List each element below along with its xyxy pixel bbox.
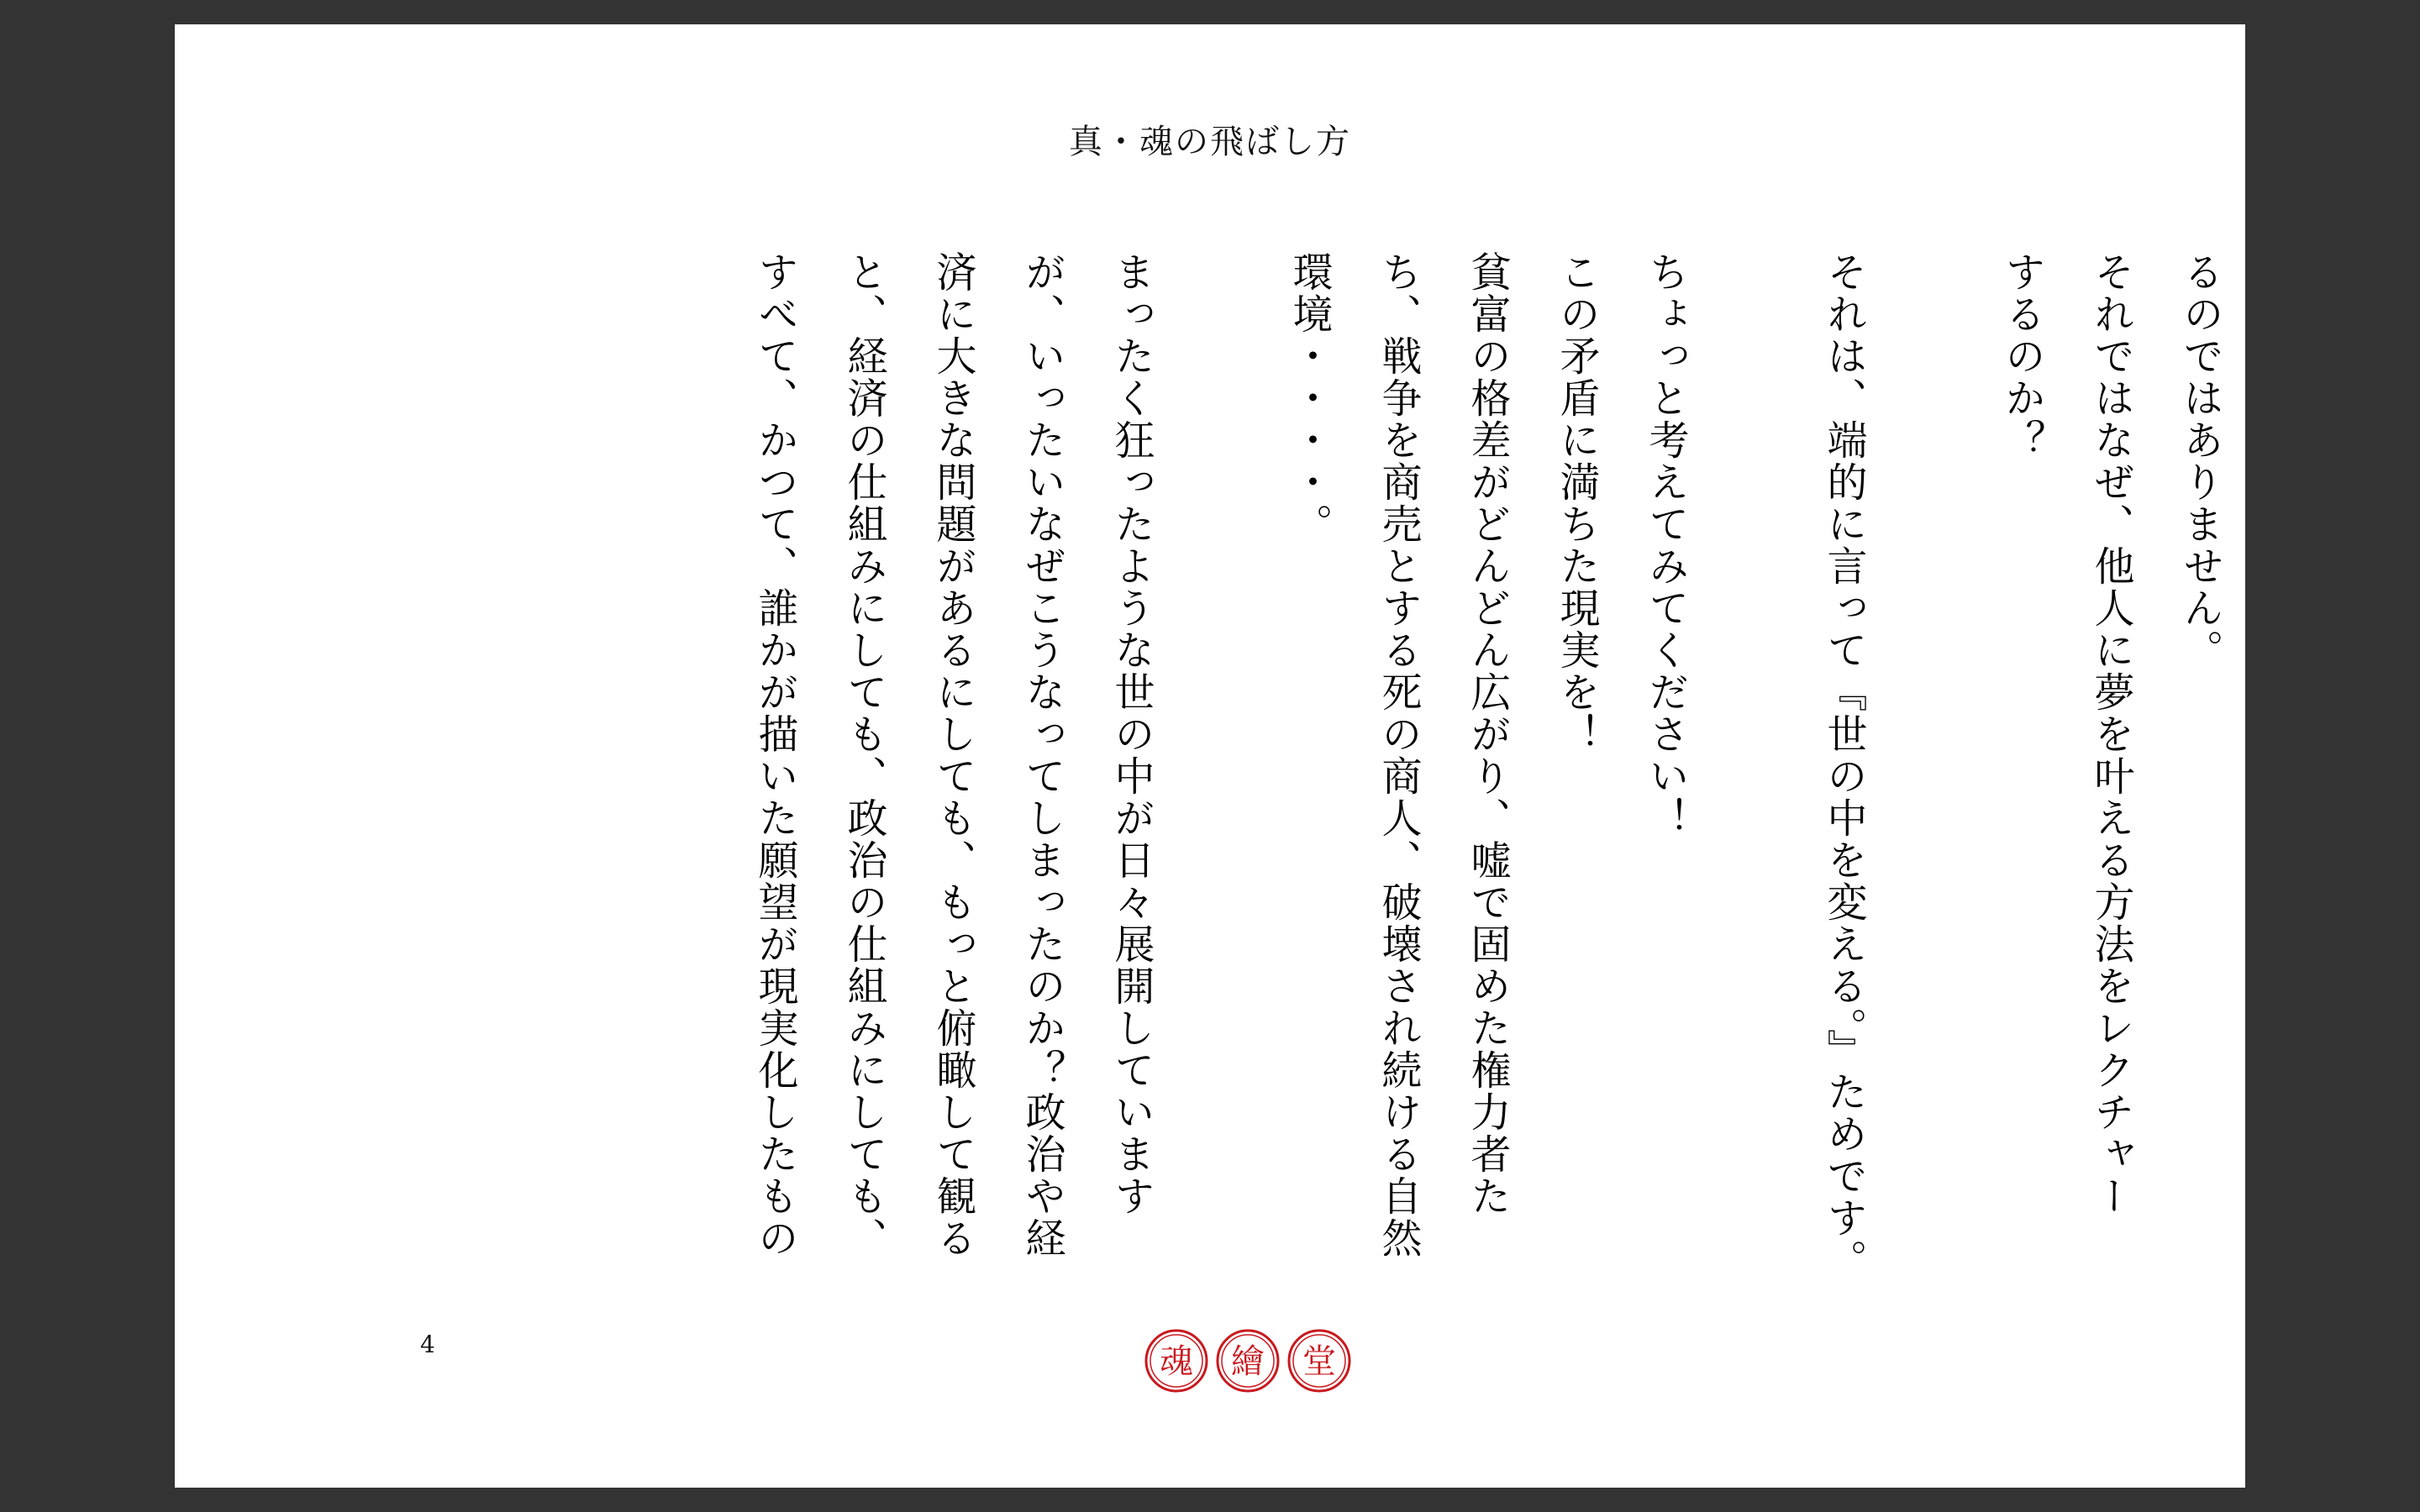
- seal-char: 繪: [1231, 1342, 1265, 1381]
- seal-circle-2: [1218, 1331, 1278, 1391]
- text-line: すべて、かつて、誰かが描いた願望が現実化したもの: [751, 251, 798, 1259]
- seal-char: 堂: [1302, 1342, 1336, 1381]
- page-number: 4: [420, 1331, 435, 1358]
- publisher-seal-icon: [1143, 1325, 1353, 1397]
- text-line: するのか？: [1998, 251, 2045, 461]
- text-line: が、いったいなぜこうなってしまったのか？政治や経: [1018, 251, 1065, 1259]
- text-line: [1907, 251, 1958, 1310]
- seal-circle-3: [1289, 1331, 1349, 1391]
- text-line: それではなぜ、他人に夢を叶える方法をレクチャー: [2087, 251, 2134, 1217]
- running-title: 真・魂の飛ばし方: [1069, 123, 1351, 161]
- text-line: [1729, 251, 1780, 1310]
- text-line: それは、端的に言って『世の中を変える。』ためです。: [1820, 251, 1867, 1281]
- text-line: ち、戦争を商売とする死の商人、破壊され続ける自然: [1375, 251, 1422, 1259]
- book-page: [175, 24, 2245, 1488]
- text-line: まったく狂ったような世の中が日々展開しています: [1107, 251, 1155, 1217]
- text-line: ちょっと考えてみてください！: [1642, 251, 1689, 839]
- vertical-text-body: [612, 251, 2225, 1310]
- text-line: 貧富の格差がどんどん広がり、嘘で固めた権力者た: [1464, 251, 1511, 1217]
- seal-circle-1: [1146, 1331, 1207, 1391]
- text-line: 済に大きな問題があるにしても、もっと俯瞰して観る: [929, 251, 976, 1259]
- seal-char: 魂: [1160, 1342, 1193, 1381]
- text-line: るのではありません。: [2176, 251, 2223, 671]
- text-line: 環境・・・・。: [1286, 251, 1333, 545]
- text-line: と、経済の仕組みにしても、政治の仕組みにしても、: [840, 251, 887, 1259]
- text-line: [1195, 251, 1245, 1310]
- text-line: この矛盾に満ちた現実を！: [1553, 251, 1600, 755]
